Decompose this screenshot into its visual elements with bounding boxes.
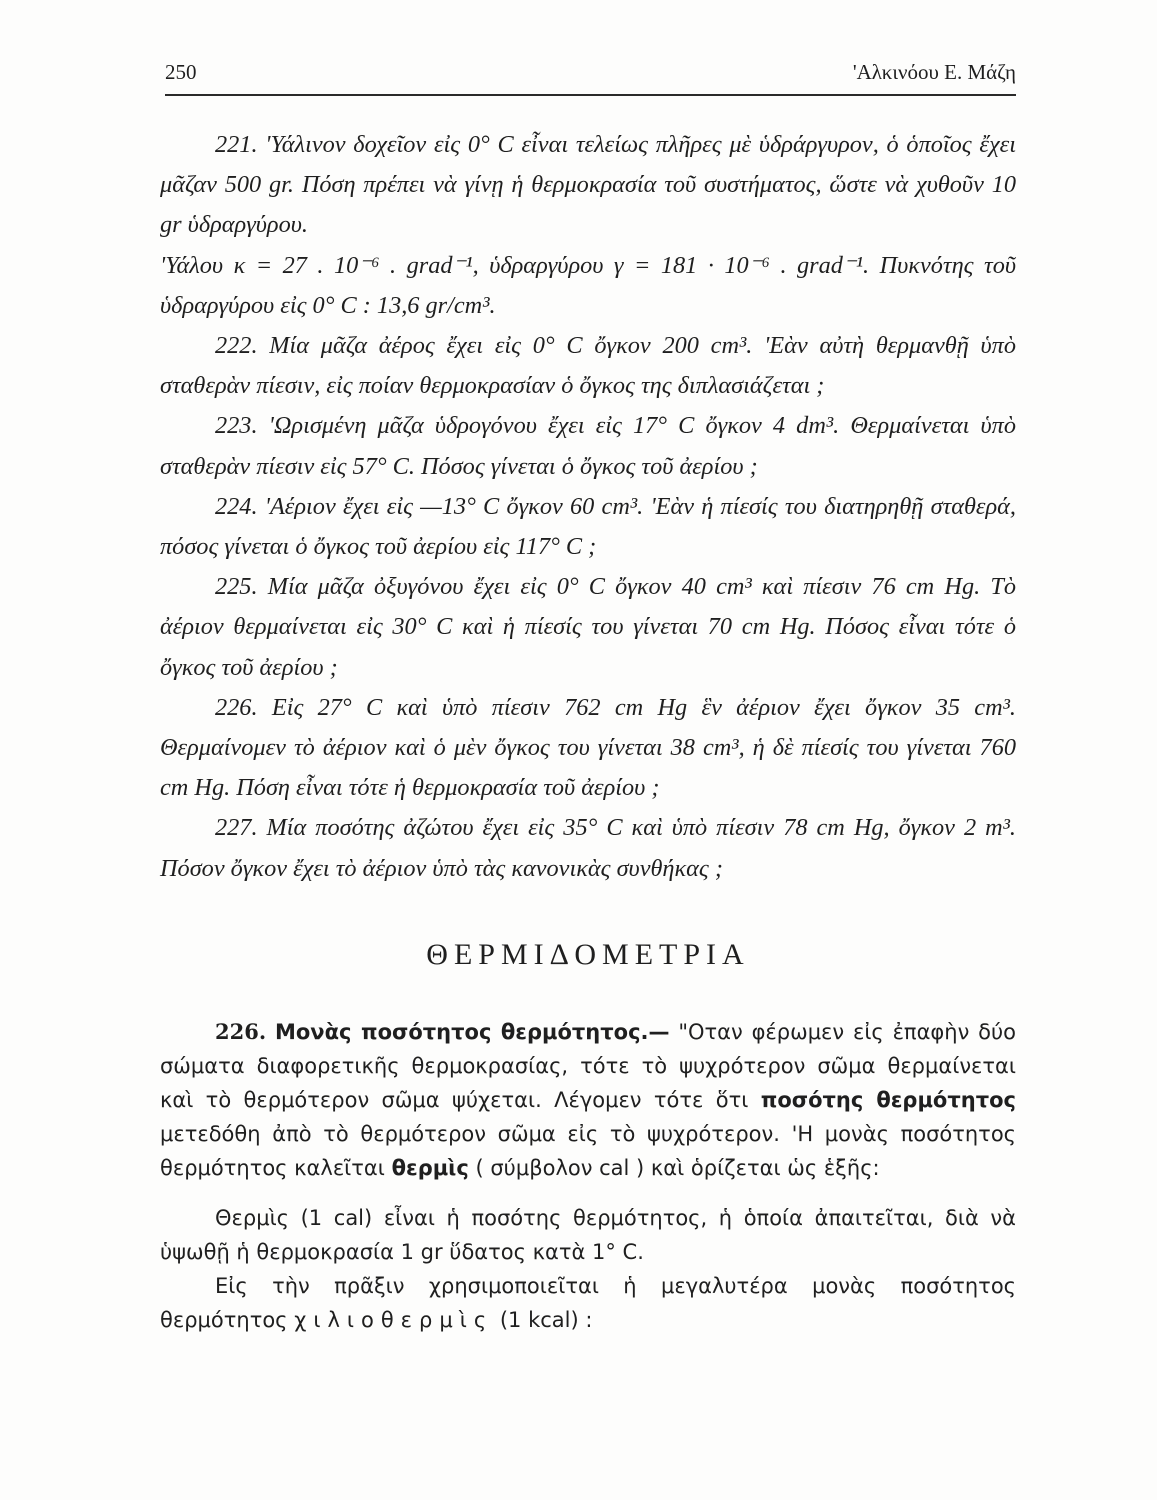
problem-226 [160,688,1016,809]
problem-221 [160,125,1016,246]
problem-text: Μία μᾶζα ἀέρος ἔχει εἰς 0° C ὄγκον 200 cm³. 'Εὰν αὐτὴ θερμανθῇ ὑπὸ σταθερὰν πίεσιν, εἰς ποίαν θερμοκρασίαν ὁ ὄγκος της διπλασιάζεται ; [160,332,1016,400]
problem-number: 225. [215,573,258,601]
term-kilocalorie: χιλιοθερμὶς [294,1308,494,1332]
problem-text: Εἰς 27° C καὶ ὑπὸ πίεσιν 762 cm Hg ἓν ἀέριον ἔχει ὄγκον 35 cm³. Θερμαίνομεν τὸ ἀέριον καὶ ὁ μὲν ὄγκος του γίνεται 38 cm³, ἡ δὲ πίεσίς του γίνεται 760 cm Hg. Πόση εἶναι τότε ἡ θερμοκρασία τοῦ ἀερίου ; [160,693,1016,802]
problem-text: Μία μᾶζα ὀξυγόνου ἔχει εἰς 0° C ὄγκον 40 cm³ καὶ πίεσιν 76 cm Hg. Τὸ ἀέριον θερμαίνεται εἰς 30° C καὶ ἡ πίεσίς του γίνεται 70 cm Hg. Πόσος εἶναι τότε ὁ ὄγκος τοῦ ἀερίου ; [160,573,1016,681]
calorie-definition [160,1201,1016,1269]
term-heat-quantity: ποσότης θερμότητος [760,1088,1016,1112]
problem-text: Μία ποσότης ἀζώτου ἔχει εἰς 35° C καὶ ὑπὸ πίεσιν 78 cm Hg, ὄγκον 2 m³. Πόσον ὄγκον ἔχει τὸ ἀέριον ὑπὸ τὰς κανονικὰς συνθήκας ; [160,814,1016,882]
problem-text: 'Ωρισμένη μᾶζα ὑδρογόνου ἔχει εἰς 17° C ὄγκον 4 dm³. Θερμαίνεται ὑπὸ σταθερὰν πίεσιν εἰς 57° C. Πόσος γίνεται ὁ ὄγκος τοῦ ἀερίου ; [160,412,1016,480]
article-paragraph [160,1015,1016,1185]
paragraph-text: (1 kcal) : [499,1308,593,1332]
problem-text: 'Υάλου κ = 27 . 10⁻⁶ . grad⁻¹, ὑδραργύρου γ = 181 · 10⁻⁶ . grad⁻¹. Πυκνότης τοῦ ὑδραργύρου εἰς 0° C : 13,6 gr/cm³. [160,251,1016,319]
section-title: ΘΕΡΜΙΔΟΜΕΤΡΙΑ [426,938,750,971]
problem-222 [160,326,1016,406]
paragraph-text: ( σύμβολον cal ) καὶ ὁρίζεται ὡς ἑξῆς: [475,1156,880,1180]
problem-number: 223. [215,412,258,440]
page-number: 250 [165,60,197,84]
article-body [160,1015,1016,1337]
kilocalorie-paragraph [160,1269,1016,1337]
running-head: 'Αλκινόου Ε. Μάζη [852,60,1016,84]
problem-text: 'Αέριον ἔχει εἰς —13° C ὄγκον 60 cm³. 'Εὰν ἡ πίεσίς του διατηρηθῇ σταθερά, πόσος γίνεται ὁ ὄγκος τοῦ ἀερίου εἰς 117° C ; [160,492,1016,561]
problem-227 [160,808,1016,888]
problem-223 [160,406,1016,486]
problem-number: 226. [215,693,258,721]
page-header [165,58,1016,96]
article-heading: Μονὰς ποσότητος θερμότητος.— [274,1020,670,1044]
problem-225 [160,567,1016,688]
paragraph-text: "Οταν φέρωμεν εἰς ἐπαφὴν δύο σώματα διαφορετικῆς θερμοκρασίας, τότε τὸ ψυχρότερον σῶμα θερμαίνεται καὶ τὸ θερμότερον σῶμα ψύχεται. Λέγομεν τότε ὅτι [160,1020,1016,1112]
problem-221-constants [160,246,1016,326]
problem-number: 227. [215,814,258,842]
problem-number: 221. [215,131,258,158]
problem-number: 224. [215,492,258,520]
definition-text: Θερμὶς (1 cal) εἶναι ἡ ποσότης θερμότητος, ἡ ὁποία ἀπαιτεῖται, διὰ νὰ ὑψωθῇ ἡ θερμοκρασία 1 gr ὕδατος κατὰ 1° C. [160,1206,1016,1264]
term-calorie: θερμὶς [391,1156,469,1180]
problem-list [160,125,1016,889]
article-number: 226. [215,1019,267,1044]
paragraph-text: μετεδόθη ἀπὸ τὸ θερμότερον σῶμα εἰς τὸ ψυχρότερον. 'Η μονὰς ποσότητος θερμότητος καλεῖται [160,1122,1016,1180]
problem-224 [160,487,1016,567]
problem-text: 'Υάλινον δοχεῖον εἰς 0° C εἶναι τελείως πλῆρες μὲ ὑδράργυρον, ὁ ὁποῖος ἔχει μᾶζαν 500 gr. Πόση πρέπει νὰ γίνῃ ἡ θερμοκρασία τοῦ συστήματος, ὥστε νὰ χυθοῦν 10 gr ὑδραργύρου. [160,131,1016,239]
problem-number: 222. [215,332,258,360]
paragraph-text: Εἰς τὴν πρᾶξιν χρησιμοποιεῖται ἡ μεγαλυτέρα μονὰς ποσότητος θερμότητος [160,1274,1016,1332]
